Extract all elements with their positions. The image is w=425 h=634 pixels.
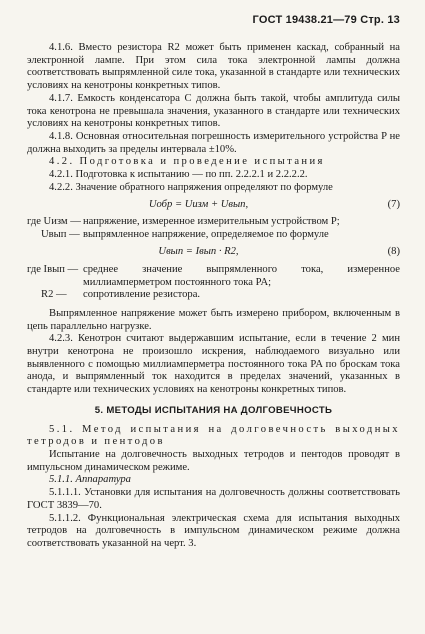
formula-7-expression: Uобр = Uизм + Uвып,	[148, 199, 249, 211]
definition-symbol: где Iвып —	[27, 263, 79, 275]
definition-text: выпрямленное напряжение, определяемое по формуле	[83, 229, 329, 241]
definition-text: напряжение, измеренное измерительным устройством P;	[83, 216, 340, 228]
definition-i-vyp	[27, 264, 400, 289]
heading-5-1: 5.1. Метод испытания на долговечность выходных тетродов и пентодов	[27, 423, 400, 448]
formula-8-number: (8)	[387, 246, 400, 258]
definition-symbol: R2 —	[41, 289, 67, 301]
paragraph-4-1-6: 4.1.6. Вместо резистора R2 может быть применен каскад, собранный на электронной лампе. При этом сила тока электронной лампы должна соответствовать выпрямленной силе тока, указанной в стандарте или технических условиях на кенотроны конкретных типов.	[27, 42, 400, 92]
definition-text: среднее значение выпрямленного тока, измеренное миллиамперметром постоянного тока PA;	[83, 263, 400, 288]
definition-r2	[27, 289, 400, 302]
paragraph-5-1-1-2: 5.1.1.2. Функциональная электрическая схема для испытания выходных тетродов на долговечность в импульсном динамическом режиме должна соответствовать указанной на черт. 3.	[27, 512, 400, 549]
page-header: ГОСТ 19438.21—79 Стр. 13	[252, 14, 400, 26]
paragraph-4-2-1: 4.2.1. Подготовка к испытанию — по пп. 2.2.2.1 и 2.2.2.2.	[49, 169, 308, 181]
paragraph-4-1-7: 4.1.7. Емкость конденсатора C должна быть такой, чтобы амплитуда силы тока кенотрона не превышала значения, указанного в стандарте или технических условиях на кенотроны конкретных типов.	[27, 92, 400, 130]
paragraph-5-1: Испытание на долговечность выходных тетродов и пентодов проводят в импульсном динамическом режиме.	[27, 448, 400, 473]
heading-4-2: 4.2. Подготовка и проведение испытания	[49, 156, 325, 168]
definition-symbol: где Uизм —	[27, 216, 81, 228]
formula-8	[27, 244, 400, 262]
definition-u-izm	[27, 216, 400, 229]
definition-text: сопротивление резистора.	[83, 289, 201, 301]
document-body	[27, 42, 400, 551]
paragraph-5-1-1-1: 5.1.1.1. Установки для испытания на долговечность должны соответствовать ГОСТ 3839—70.	[27, 487, 400, 511]
definition-u-vyp	[27, 229, 400, 242]
formula-7	[27, 196, 400, 214]
paragraph-4-2-3: 4.2.3. Кенотрон считают выдержавшим испытание, если в течение 2 мин внутри кенотрона не произошло искрения, наблюдаемого визуально или выявленного с помощью миллиамперметра постоянного тока PA по броскам тока анода, и выпрямленный ток находится в пределах значений, указанных в стандарте или технических условиях на кенотроны конкретных типов.	[27, 333, 400, 396]
paragraph-4-1-8: 4.1.8. Основная относительная погрешность измерительного устройства P не должна выходить за пределы интервала ±10%.	[27, 130, 400, 155]
section-5-title: 5. МЕТОДЫ ИСПЫТАНИЯ НА ДОЛГОВЕЧНОСТЬ	[94, 404, 333, 416]
paragraph-4-2-2: 4.2.2. Значение обратного напряжения определяют по формуле	[49, 181, 333, 193]
formula-7-number: (7)	[387, 199, 400, 211]
paragraph-rectified-voltage: Выпрямленное напряжение может быть измерено прибором, включенным в цепь параллельно нагрузке.	[27, 307, 400, 332]
formula-8-expression: Uвып = Iвып · R2,	[158, 246, 239, 258]
definition-symbol: Uвып —	[41, 229, 80, 241]
heading-5-1-1: 5.1.1. Аппаратура	[49, 474, 131, 486]
